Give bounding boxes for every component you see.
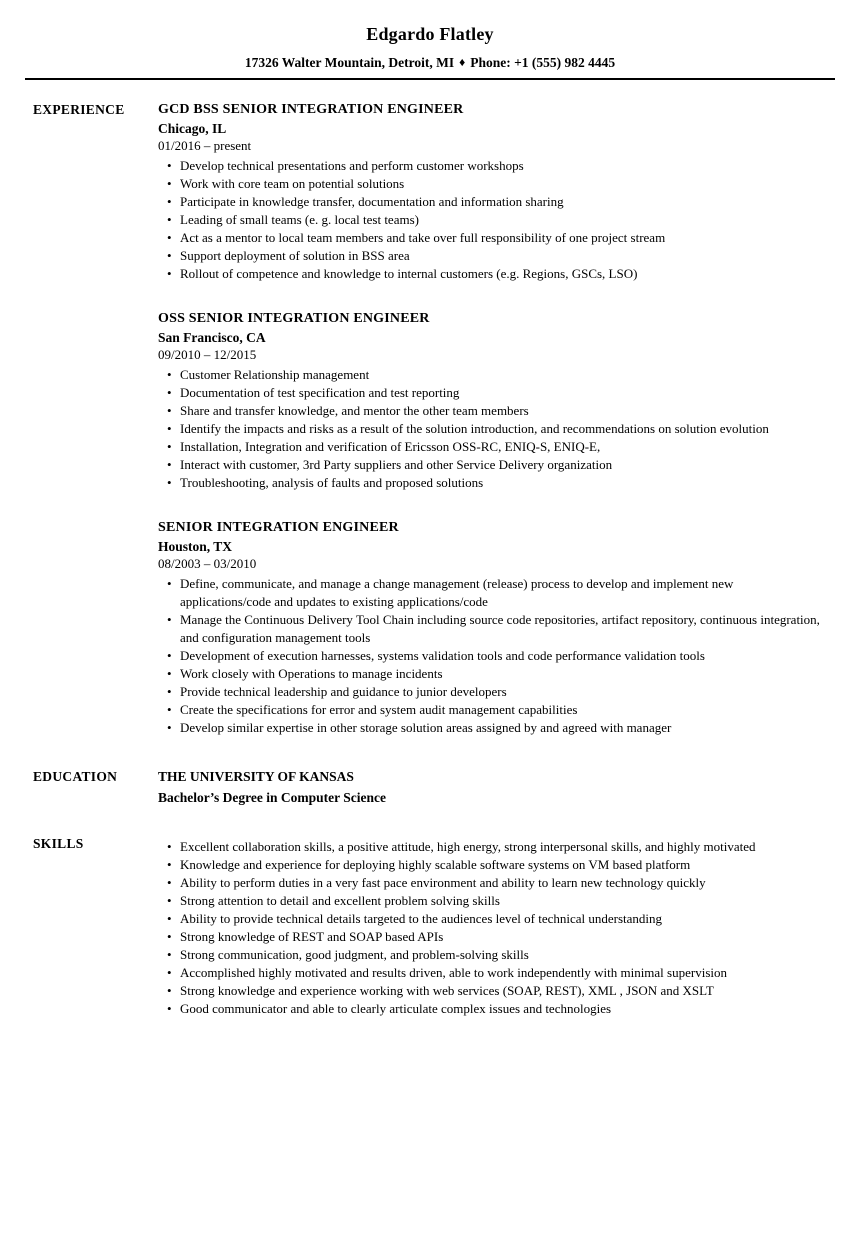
bullet-item: • Documentation of test specification and test reporting bbox=[167, 384, 822, 402]
bullet-item: • Customer Relationship management bbox=[167, 366, 822, 384]
skill-item: • Ability to provide technical details targeted to the audiences level of technical understanding bbox=[167, 910, 822, 928]
bullet-item: • Leading of small teams (e. g. local test teams) bbox=[167, 211, 822, 229]
skill-item: • Accomplished highly motivated and results driven, able to work independently with minimal supervision bbox=[167, 964, 822, 982]
skill-item: • Excellent collaboration skills, a positive attitude, high energy, strong interpersonal skills, and highly motivated bbox=[167, 838, 822, 856]
experience-content bbox=[158, 101, 822, 737]
bullet-item: • Participate in knowledge transfer, documentation and information sharing bbox=[167, 193, 822, 211]
phone-text: Phone: +1 (555) 982 4445 bbox=[470, 55, 616, 70]
section-label-education: EDUCATION bbox=[33, 769, 118, 784]
job-location: San Francisco, CA bbox=[158, 330, 266, 345]
school-name: THE UNIVERSITY OF KANSAS bbox=[158, 769, 354, 784]
skill-item: • Ability to perform duties in a very fast pace environment and ability to learn new technology quickly bbox=[167, 874, 822, 892]
diamond-icon: ♦ bbox=[459, 55, 466, 69]
bullet-item: • Identify the impacts and risks as a result of the solution introduction, and recommendations on solution evolution bbox=[167, 420, 822, 438]
bullet-item: • Interact with customer, 3rd Party suppliers and other Service Delivery organization bbox=[167, 456, 822, 474]
bullet-item: • Work closely with Operations to manage incidents bbox=[167, 665, 822, 683]
bullet-item: • Act as a mentor to local team members and take over full responsibility of one project stream bbox=[167, 229, 822, 247]
candidate-name: Edgardo Flatley bbox=[366, 24, 494, 44]
bullet-item: • Provide technical leadership and guidance to junior developers bbox=[167, 683, 822, 701]
job-title: OSS SENIOR INTEGRATION ENGINEER bbox=[158, 311, 430, 326]
skill-item: • Strong communication, good judgment, and problem-solving skills bbox=[167, 946, 822, 964]
job-entry-2 bbox=[158, 310, 822, 492]
job-entry-3 bbox=[158, 519, 822, 737]
degree-name: Bachelor’s Degree in Computer Science bbox=[158, 790, 386, 805]
contact-line bbox=[0, 55, 860, 71]
section-education bbox=[0, 768, 860, 806]
bullet-item: • Support deployment of solution in BSS area bbox=[167, 247, 822, 265]
skill-item: • Knowledge and experience for deploying highly scalable software systems on VM based platform bbox=[167, 856, 822, 874]
resume-header bbox=[0, 24, 860, 80]
bullet-item: • Rollout of competence and knowledge to internal customers (e.g. Regions, GSCs, LSO) bbox=[167, 265, 822, 283]
job-bullet-list bbox=[158, 157, 822, 283]
job-location: Houston, TX bbox=[158, 539, 233, 554]
bullet-item: • Manage the Continuous Delivery Tool Chain including source code repositories, artifact repository, continuous integration, and configuration management tools bbox=[167, 611, 822, 647]
bullet-item: • Define, communicate, and manage a change management (release) process to develop and implement new applications/code and updates to existing applications/code bbox=[167, 575, 822, 611]
skill-item: • Strong knowledge and experience working with web services (SOAP, REST), XML , JSON and XSLT bbox=[167, 982, 822, 1000]
job-bullet-list bbox=[158, 366, 822, 492]
bullet-item: • Develop technical presentations and perform customer workshops bbox=[167, 157, 822, 175]
skill-item: • Strong attention to detail and excellent problem solving skills bbox=[167, 892, 822, 910]
bullet-item: • Work with core team on potential solutions bbox=[167, 175, 822, 193]
education-content bbox=[158, 768, 822, 806]
bullet-item: • Development of execution harnesses, systems validation tools and code performance validation tools bbox=[167, 647, 822, 665]
job-title: GCD BSS SENIOR INTEGRATION ENGINEER bbox=[158, 102, 464, 117]
skill-item: • Good communicator and able to clearly articulate complex issues and technologies bbox=[167, 1000, 822, 1018]
skill-item: • Strong knowledge of REST and SOAP based APIs bbox=[167, 928, 822, 946]
job-dates: 01/2016 – present bbox=[158, 138, 252, 153]
skills-bullet-list bbox=[158, 838, 822, 1018]
section-experience bbox=[0, 101, 860, 737]
job-dates: 09/2010 – 12/2015 bbox=[158, 347, 257, 362]
section-skills bbox=[0, 835, 860, 1018]
section-label-experience: EXPERIENCE bbox=[33, 102, 125, 117]
section-label-skills: SKILLS bbox=[33, 836, 84, 851]
skills-content bbox=[158, 835, 822, 1018]
bullet-item: • Develop similar expertise in other storage solution areas assigned by and agreed with manager bbox=[167, 719, 822, 737]
bullet-item: • Create the specifications for error and system audit management capabilities bbox=[167, 701, 822, 719]
bullet-item: • Share and transfer knowledge, and mentor the other team members bbox=[167, 402, 822, 420]
header-divider bbox=[25, 78, 835, 80]
job-dates: 08/2003 – 03/2010 bbox=[158, 556, 257, 571]
job-title: SENIOR INTEGRATION ENGINEER bbox=[158, 520, 399, 535]
address-text: 17326 Walter Mountain, Detroit, MI bbox=[244, 55, 455, 70]
job-bullet-list bbox=[158, 575, 822, 737]
bullet-item: • Installation, Integration and verification of Ericsson OSS-RC, ENIQ-S, ENIQ-E, bbox=[167, 438, 822, 456]
bullet-item: • Troubleshooting, analysis of faults and proposed solutions bbox=[167, 474, 822, 492]
job-entry-1 bbox=[158, 101, 822, 283]
job-location: Chicago, IL bbox=[158, 121, 227, 136]
